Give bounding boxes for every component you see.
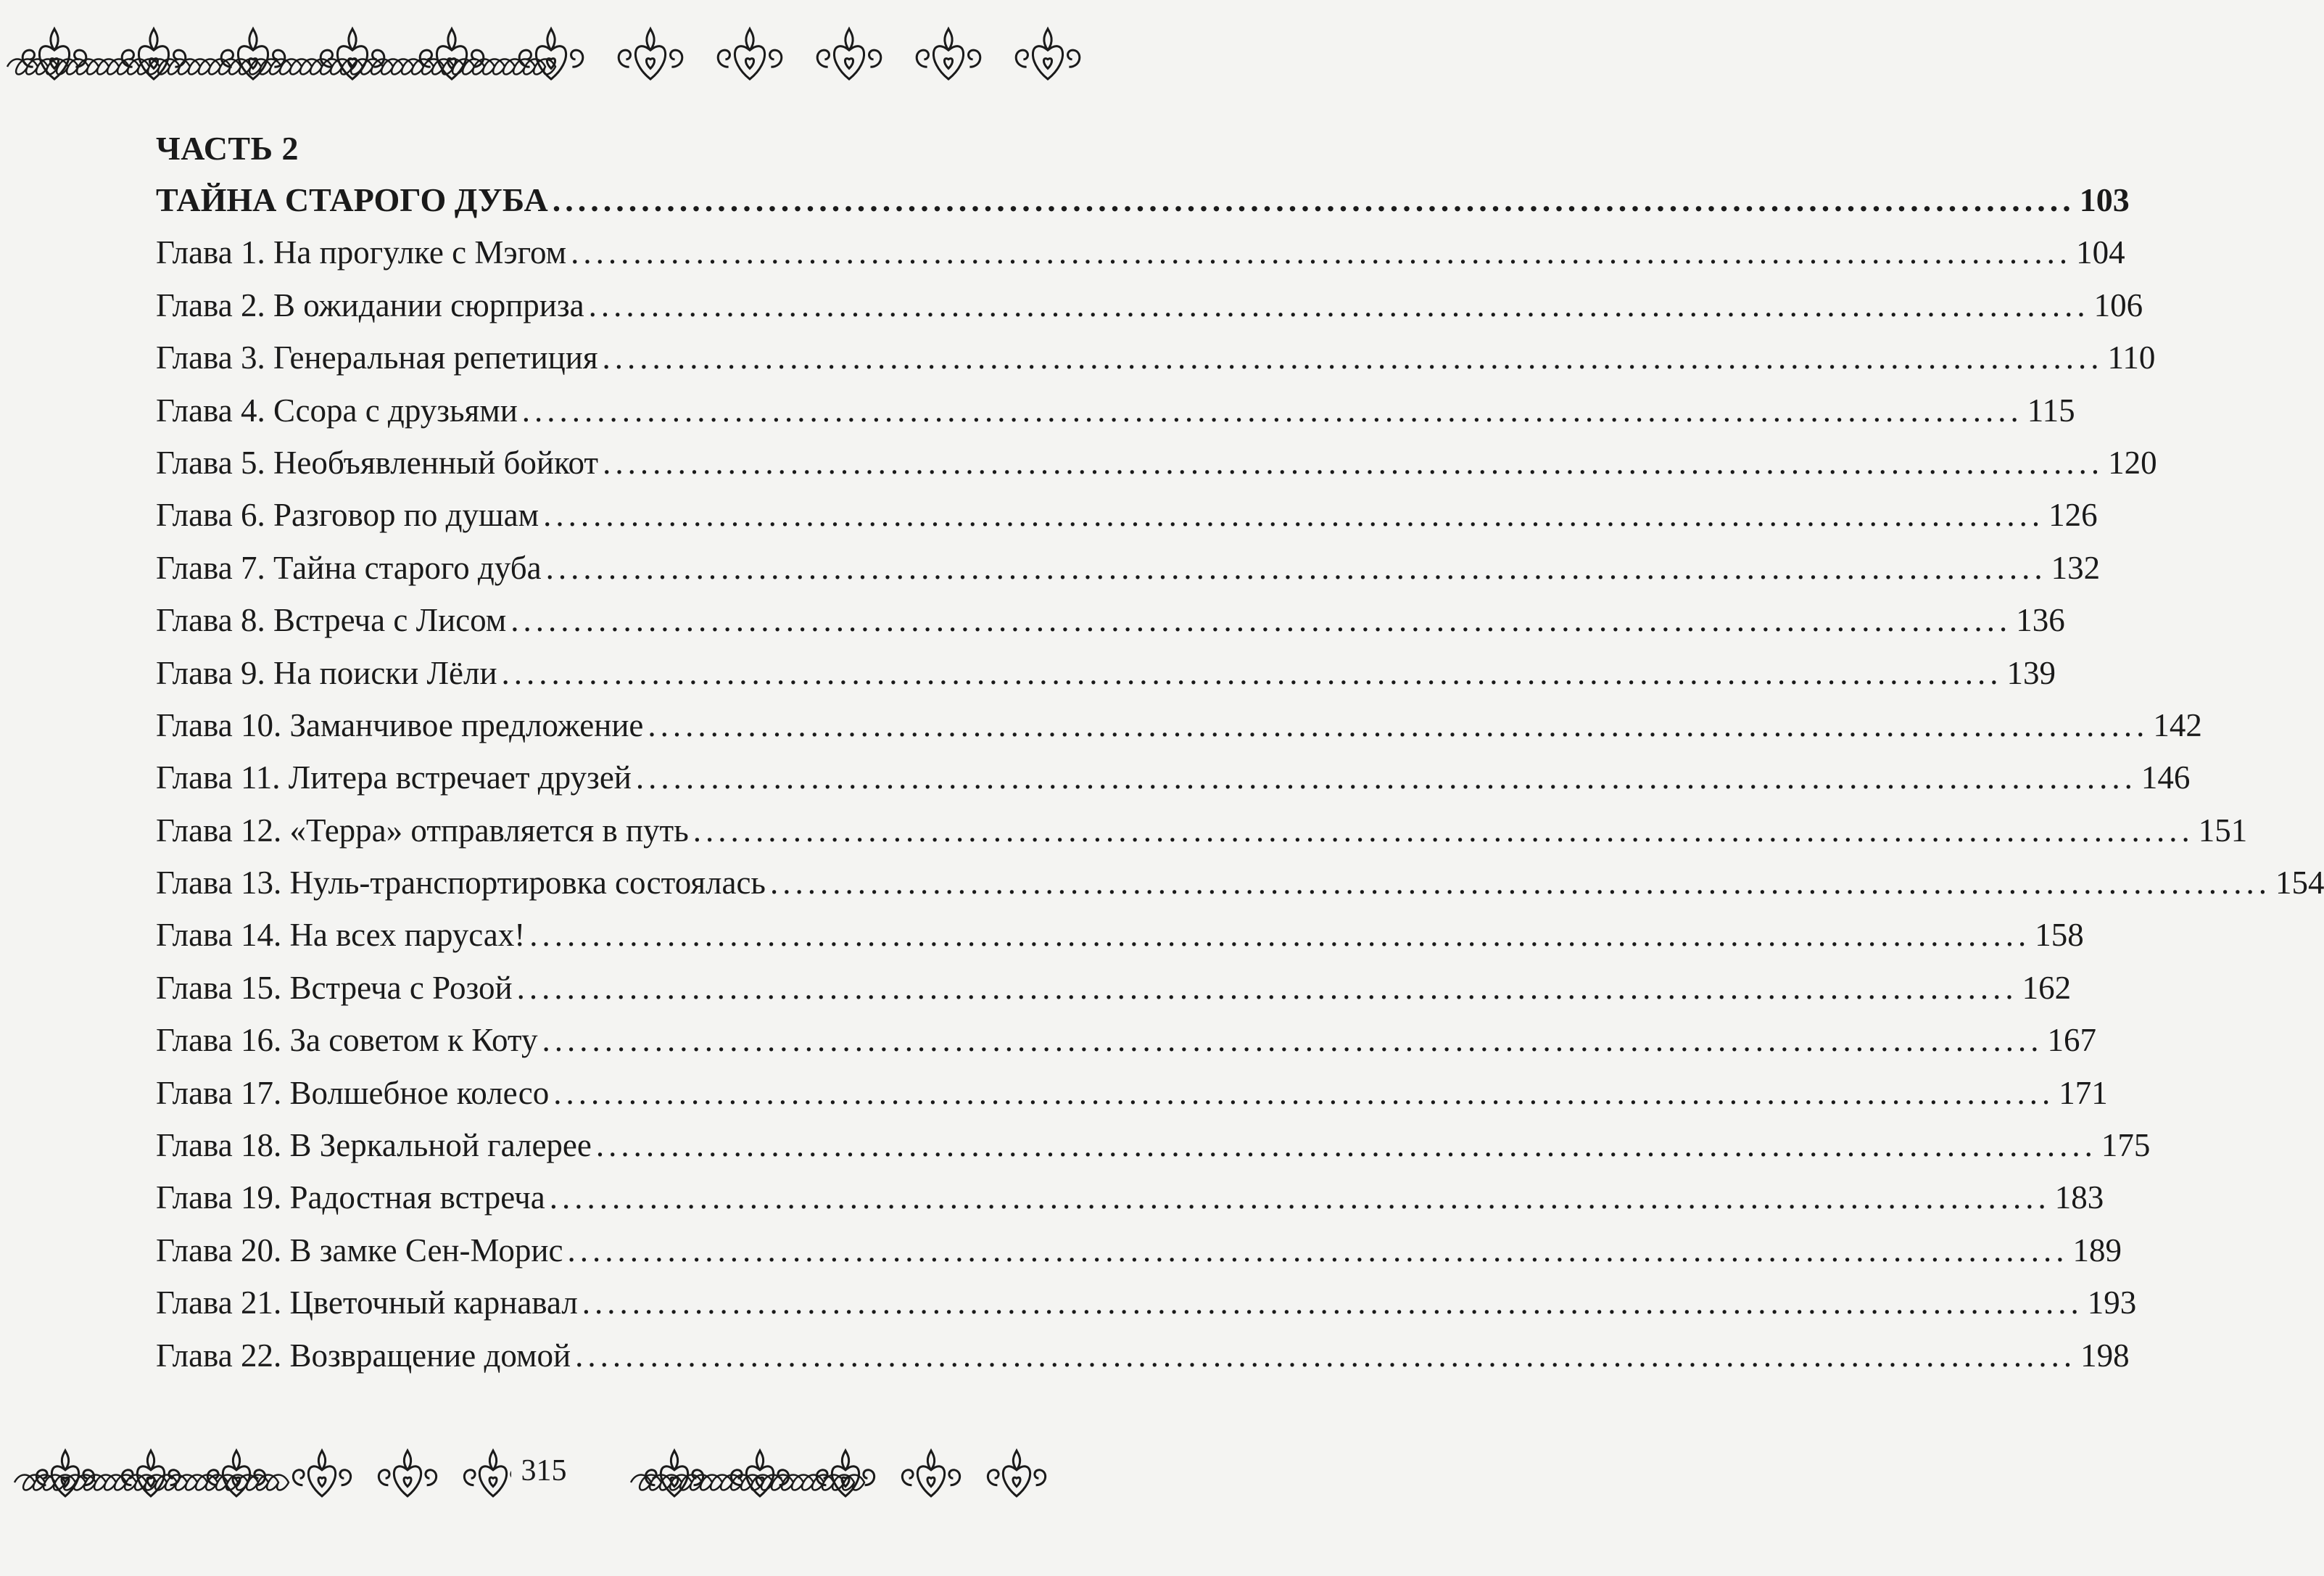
toc-entry-title: Глава 7. Тайна старого дуба xyxy=(156,549,542,586)
toc-entry-page: 154 xyxy=(2275,865,2324,902)
toc-entry-title: Глава 20. В замке Сен-Морис xyxy=(156,1231,563,1268)
toc-entry-page: 162 xyxy=(2022,969,2072,1006)
toc-entry-page: 106 xyxy=(2093,286,2143,323)
toc-dot-leader: ........................................................................................................................ xyxy=(571,234,2072,271)
toc-entry-title: Глава 6. Разговор по душам xyxy=(156,497,539,534)
toc-dot-leader: ........................................................................................................................ xyxy=(635,759,2137,796)
toc-chapter-entry xyxy=(156,437,2157,489)
toc-entry-title: Глава 5. Необъявленный бойкот xyxy=(156,444,599,481)
toc-chapter-entry xyxy=(156,279,2143,331)
toc-entry-title: Глава 21. Цветочный карнавал xyxy=(156,1284,578,1321)
toc-entry-page: 142 xyxy=(2153,706,2202,743)
toc-chapter-entry xyxy=(156,1276,2137,1329)
toc-dot-leader: ........................................................................................................................ xyxy=(582,1284,2083,1321)
toc-dot-leader: ........................................................................................................................ xyxy=(510,602,2012,639)
toc-entry-page: 183 xyxy=(2054,1179,2104,1216)
toc-entry-title: Глава 13. Нуль-транспортировка состоялась xyxy=(156,865,766,902)
toc-dot-leader: ........................................................................................................................ xyxy=(553,1074,2055,1111)
page-number xyxy=(0,1453,1088,1488)
toc-chapter-entry xyxy=(156,542,2101,594)
toc-entry-page: 115 xyxy=(2027,392,2075,429)
toc-entry-page: 151 xyxy=(2198,812,2248,849)
toc-chapter-entry xyxy=(156,857,2324,909)
toc-dot-leader: ........................................................................................................................ xyxy=(595,1127,2097,1164)
toc-chapter-entry xyxy=(156,1067,2108,1119)
toc-entry-page: 126 xyxy=(2048,497,2098,534)
toc-entry-page: 103 xyxy=(2079,181,2130,218)
toc-entry-title: Глава 11. Литера встречает друзей xyxy=(156,759,632,796)
toc-entry-title: Глава 10. Заманчивое предложение xyxy=(156,706,644,743)
toc-chapter-entry xyxy=(156,962,2072,1014)
toc-chapter-entry xyxy=(156,699,2202,751)
toc-entry-page: 175 xyxy=(2101,1127,2151,1164)
toc-entry-title: ТАЙНА СТАРОГО ДУБА xyxy=(156,181,548,218)
toc-entry-page: 104 xyxy=(2076,234,2125,271)
toc-dot-leader: ........................................................................................................................ xyxy=(521,392,2023,429)
toc-dot-leader: ........................................................................................................................ xyxy=(552,181,2075,218)
toc-entry-title: Глава 15. Встреча с Розой xyxy=(156,969,513,1006)
toc-chapter-entry xyxy=(156,1224,2122,1276)
toc-entry-page: 171 xyxy=(2059,1074,2108,1111)
toc-entry-title: Глава 9. На поиски Лёли xyxy=(156,654,497,691)
toc-chapter-entry xyxy=(156,594,2065,646)
toc-chapter-entry xyxy=(156,1329,2130,1382)
toc-entry-title: Глава 17. Волшебное колесо xyxy=(156,1074,550,1111)
toc-dot-leader: ........................................................................................................................ xyxy=(501,654,2003,691)
toc-chapter-entry xyxy=(156,1171,2104,1224)
toc-chapter-entry xyxy=(156,647,2056,699)
toc-entry-page: 132 xyxy=(2051,549,2101,586)
toc-entry-title: Глава 19. Радостная встреча xyxy=(156,1179,545,1216)
toc-entry-title: Глава 3. Генеральная репетиция xyxy=(156,339,598,376)
toc-dot-leader: ........................................................................................................................ xyxy=(575,1337,2077,1374)
toc-entry-page: 136 xyxy=(2016,602,2065,639)
table-of-contents xyxy=(156,174,2324,1382)
toc-entry-page: 189 xyxy=(2072,1231,2122,1268)
part-label: ЧАСТЬ 2 xyxy=(156,130,299,167)
toc-chapter-entry xyxy=(156,226,2125,279)
toc-dot-leader: ........................................................................................................................ xyxy=(769,865,2271,902)
toc-dot-leader: ........................................................................................................................ xyxy=(602,339,2104,376)
toc-dot-leader: ........................................................................................................................ xyxy=(549,1179,2051,1216)
toc-dot-leader: ........................................................................................................................ xyxy=(542,1022,2043,1059)
toc-entry-title: Глава 22. Возвращение домой xyxy=(156,1337,571,1374)
toc-part-entry xyxy=(156,174,2130,226)
toc-chapter-entry xyxy=(156,384,2075,437)
toc-chapter-entry xyxy=(156,1119,2151,1171)
toc-dot-leader: ........................................................................................................................ xyxy=(545,549,2047,586)
toc-dot-leader: ........................................................................................................................ xyxy=(529,917,2031,954)
toc-entry-title: Глава 16. За советом к Коту xyxy=(156,1022,538,1059)
toc-dot-leader: ........................................................................................................................ xyxy=(543,497,2045,534)
toc-dot-leader: ........................................................................................................................ xyxy=(588,286,2090,323)
toc-entry-page: 167 xyxy=(2047,1022,2096,1059)
toc-entry-page: 110 xyxy=(2107,339,2156,376)
toc-entry-page: 146 xyxy=(2141,759,2191,796)
toc-chapter-entry xyxy=(156,331,2156,384)
toc-entry-title: Глава 8. Встреча с Лисом xyxy=(156,602,507,639)
toc-chapter-entry xyxy=(156,751,2191,804)
toc-dot-leader: ........................................................................................................................ xyxy=(567,1231,2069,1268)
toc-dot-leader: ........................................................................................................................ xyxy=(648,706,2149,743)
toc-entry-page: 139 xyxy=(2006,654,2056,691)
toc-dot-leader: ........................................................................................................................ xyxy=(603,444,2104,481)
ornament-border-top xyxy=(0,22,1088,102)
toc-entry-title: Глава 14. На всех парусах! xyxy=(156,917,526,954)
toc-entry-title: Глава 18. В Зеркальной галерее xyxy=(156,1127,592,1164)
toc-chapter-entry xyxy=(156,804,2248,857)
page-number-text: 315 xyxy=(511,1454,577,1488)
toc-dot-leader: ........................................................................................................................ xyxy=(692,812,2194,849)
toc-entry-title: Глава 2. В ожидании сюрприза xyxy=(156,286,584,323)
toc-entry-title: Глава 1. На прогулке с Мэгом xyxy=(156,234,567,271)
toc-entry-page: 158 xyxy=(2035,917,2084,954)
toc-chapter-entry xyxy=(156,489,2098,541)
toc-entry-page: 120 xyxy=(2108,444,2157,481)
toc-entry-page: 198 xyxy=(2080,1337,2130,1374)
toc-entry-page: 193 xyxy=(2087,1284,2137,1321)
toc-entry-title: Глава 12. «Терра» отправляется в путь xyxy=(156,812,689,849)
toc-entry-title: Глава 4. Ссора с друзьями xyxy=(156,392,518,429)
toc-dot-leader: ........................................................................................................................ xyxy=(516,969,2018,1006)
toc-chapter-entry xyxy=(156,909,2084,961)
toc-chapter-entry xyxy=(156,1014,2096,1066)
